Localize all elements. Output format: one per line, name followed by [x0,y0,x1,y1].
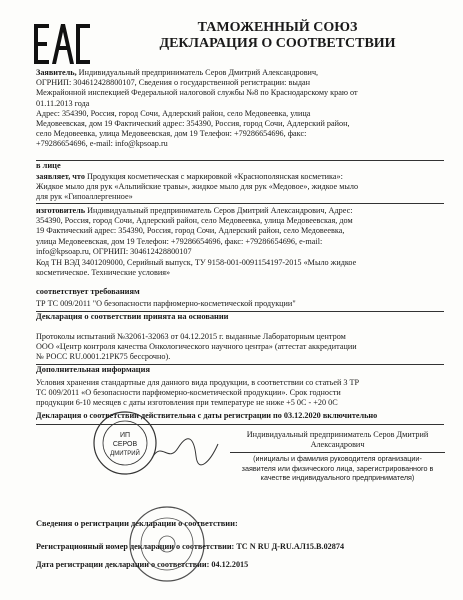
stamp-text: ИП [119,432,131,439]
manufacturer-label: изготовитель [36,206,86,215]
manufacturer-line: 19 Фактический адрес: 354390, Россия, город Сочи, Адлерский район, село Медовеевка, [36,226,345,236]
signature-underline [230,452,445,453]
declares-label: заявляет, что [36,172,85,181]
round-stamp [92,410,158,476]
requirements-heading: соответствует требованиям [36,287,140,296]
signature-mark [150,436,220,466]
applicant-line: ОГРНИП: 304612428800107, Сведения о государственной регистрации: выдан [36,78,311,88]
applicant-line: Адрес: 354390, Россия, город Сочи, Адлерский район, село Медовеевка, улица [36,108,311,118]
manufacturer-block [36,206,444,257]
header-union: ТАМОЖЕННЫЙ СОЮЗ [197,20,358,35]
registration-date: 04.12.2015 [211,560,249,569]
stamp-text: ДМИТРИЙ [110,451,140,457]
stamp-text: СЕРОВ [112,441,138,448]
manufacturer-line: 354390, Россия, город Сочи, Адлерский район, село Медовеевка, улица Медовеевская, дом [36,216,353,226]
basis-line: № РОСС RU.0001.21РК75 бессрочно). [36,352,171,362]
document-header [110,20,445,52]
caption-line: заявителя или физического лица, зарегистрированного в [241,463,434,473]
basis-block [36,332,444,363]
signatory-line: Александрович [310,440,365,450]
applicant-line: село Медовеевка, улица Медовеевская, дом 19 Телефон: +79286654696, факс: [36,129,307,139]
registration-number-label: Регистрационный номер декларации о соответствии: [36,542,235,551]
codes-line: Код ТН ВЭД 3401209000, Серийный выпуск, ТУ 9158-001-0091154197-2015 «Мыло жидкое [36,258,357,267]
declares-line: Жидкое мыло для рук «Альпийские травы», жидкое мыло для рук «Медовое», жидкое мыло [36,182,359,192]
divider [36,203,444,204]
signatory-name [230,430,445,450]
applicant-block [36,68,444,150]
manufacturer-line: info@kpsoap.ru, ОГРНИП: 304612428800107 [36,246,192,256]
signatory-line: Индивидуальный предприниматель Серов Дмитрий [246,430,429,439]
registration-date-label: Дата регистрации декларации о соответствии: [36,560,210,569]
applicant-label: Заявитель, [36,68,77,77]
validity-suffix: включительно [322,411,378,420]
registration-number-line [36,542,444,552]
codes-block [36,258,444,278]
in-person-label: в лице [36,161,61,170]
eac-logo [34,24,90,64]
registration-seal [128,505,206,583]
manufacturer-line: улица Медовеевская, дом 19 Телефон: +79286654696, факс: +79286654696, e-mail: [36,236,323,246]
additional-line: ТС 009/2011 «О безопасности парфюмерно-косметической продукции». Срок годности [36,388,341,398]
applicant-line: Медовеевская, дом 19 Фактический адрес: 354390, Россия, город Сочи, Адлерский район, [36,119,350,129]
registration-number: ТС N RU Д-RU.АЛ15.В.02874 [236,542,345,551]
registration-date-line [36,560,444,570]
manufacturer-line: Индивидуальный предприниматель Серов Дмитрий Александрович, Адрес: [87,206,353,215]
basis-line: ООО «Центр контроля качества Онкологического научного центра» (аттестат аккредитации [36,342,357,352]
validity-label: Декларация о соответствии действительна с даты регистрации по [36,411,282,420]
registration-heading: Сведения о регистрации декларации о соответствии: [36,519,238,528]
requirements-text: ТР ТС 009/2011 "О безопасности парфюмерно-косметической продукции" [36,299,296,308]
applicant-line: Межрайонной инспекцией Федеральной налоговой службы №8 по Краснодарскому краю от [36,88,358,98]
codes-line: косметическое. Технические условия» [36,268,171,278]
applicant-line: +79286654696, e-mail: info@kpsoap.ru [36,139,168,149]
applicant-line: 01.11.2013 года [36,98,90,108]
caption-line: (инициалы и фамилия руководителя организации- [253,454,422,463]
additional-line: продукции 6-10 месяцев с даты изготовления при температуре не ниже +5 0С - +20 0С [36,398,338,408]
header-title: ДЕКЛАРАЦИЯ О СООТВЕТСТВИИ [159,36,396,51]
declares-line: Продукция косметическая с маркировкой «Краснополянская косметика»: [86,172,343,181]
applicant-line: Индивидуальный предприниматель Серов Дмитрий Александрович, [78,68,319,77]
validity-date: 03.12.2020 [283,411,321,420]
basis-heading: Декларация о соответствии принята на основании [36,312,229,321]
caption-line: качестве индивидуального предпринимателя) [260,473,415,482]
signatory-caption [230,454,445,483]
additional-heading: Дополнительная информация [36,365,150,374]
additional-line: Условия хранения стандартные для данного вида продукции, в соответствии со статьей 3 ТР [36,378,360,387]
basis-line: Протоколы испытаний №32061-32063 от 04.12.2015 г. выданные Лабораторным центром [36,332,346,341]
declares-line: для рук «Гипоаллергенное» [36,192,133,202]
additional-block [36,378,444,409]
declares-block [36,172,444,203]
